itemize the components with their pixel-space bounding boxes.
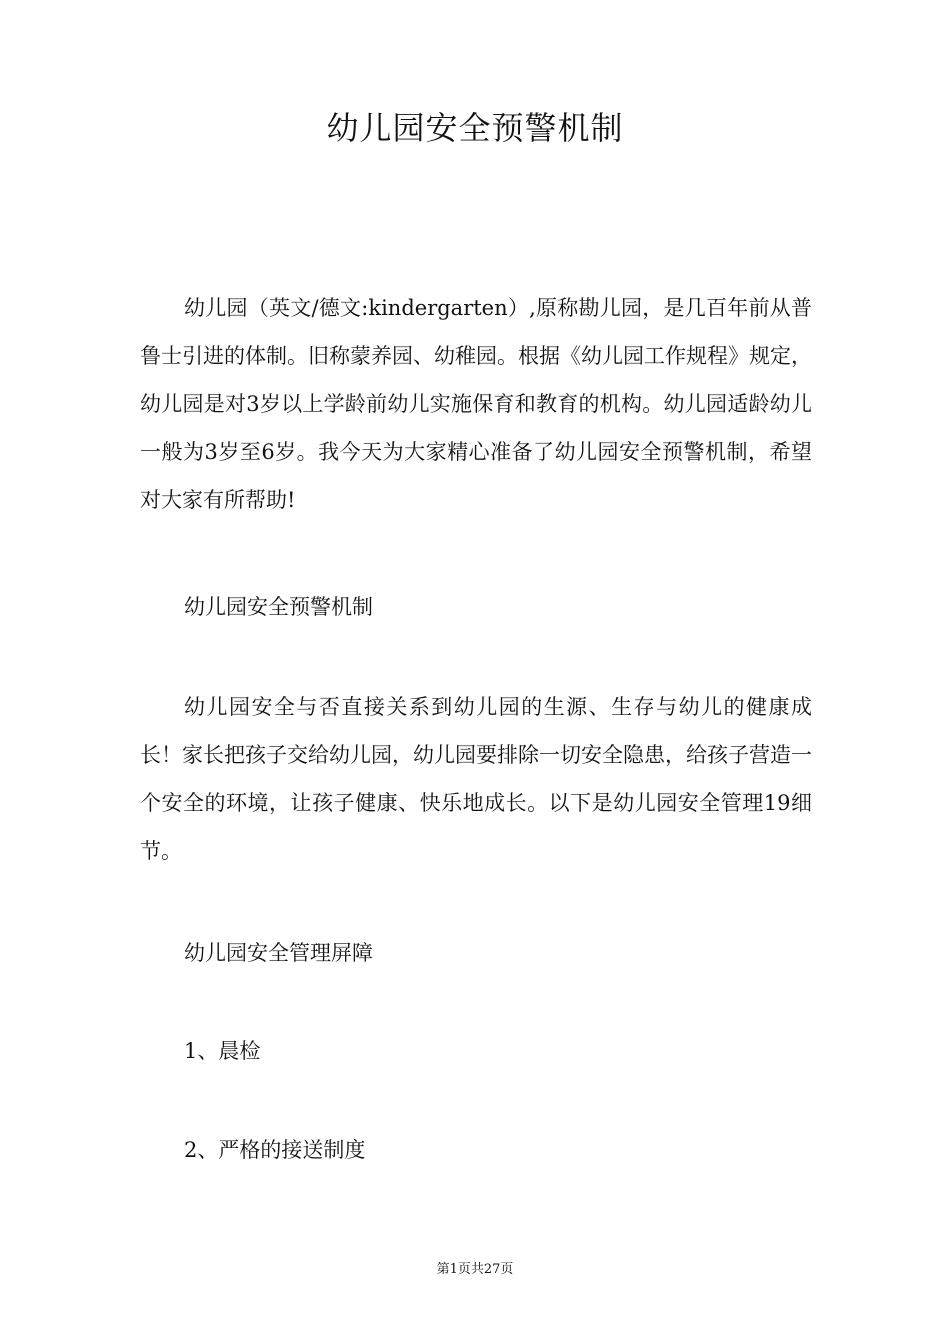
intro-paragraph: 幼儿园（英文/德文:kindergarten）,原称勘儿园，是几百年前从普鲁士引进的体制。旧称蒙养园、幼稚园。根据《幼儿园工作规程》规定，幼儿园是对3岁以上学龄前幼儿实施保育和教育的机构。幼儿园适龄幼儿一般为3岁至6岁。我今天为大家精心准备了幼儿园安全预警机制，希望对大家有所帮助! (140, 296, 812, 512)
section-heading-safety-barrier: 幼儿园安全管理屏障 (184, 941, 373, 965)
document-title: 幼儿园安全预警机制 (326, 109, 624, 147)
body-paragraph: 幼儿园安全与否直接关系到幼儿园的生源、生存与幼儿的健康成长！家长把孩子交给幼儿园，幼儿园要排除一切安全隐患，给孩子营造一个安全的环境，让孩子健康、快乐地成长。以下是幼儿园安全管理19细节。 (140, 695, 812, 863)
list-item-morning-check: 1、晨检 (184, 1039, 261, 1063)
list-item-pickup-system: 2、严格的接送制度 (184, 1138, 366, 1162)
page-footer: 第1页共27页 (436, 1262, 514, 1277)
section-heading-warning-mechanism: 幼儿园安全预警机制 (184, 595, 373, 619)
